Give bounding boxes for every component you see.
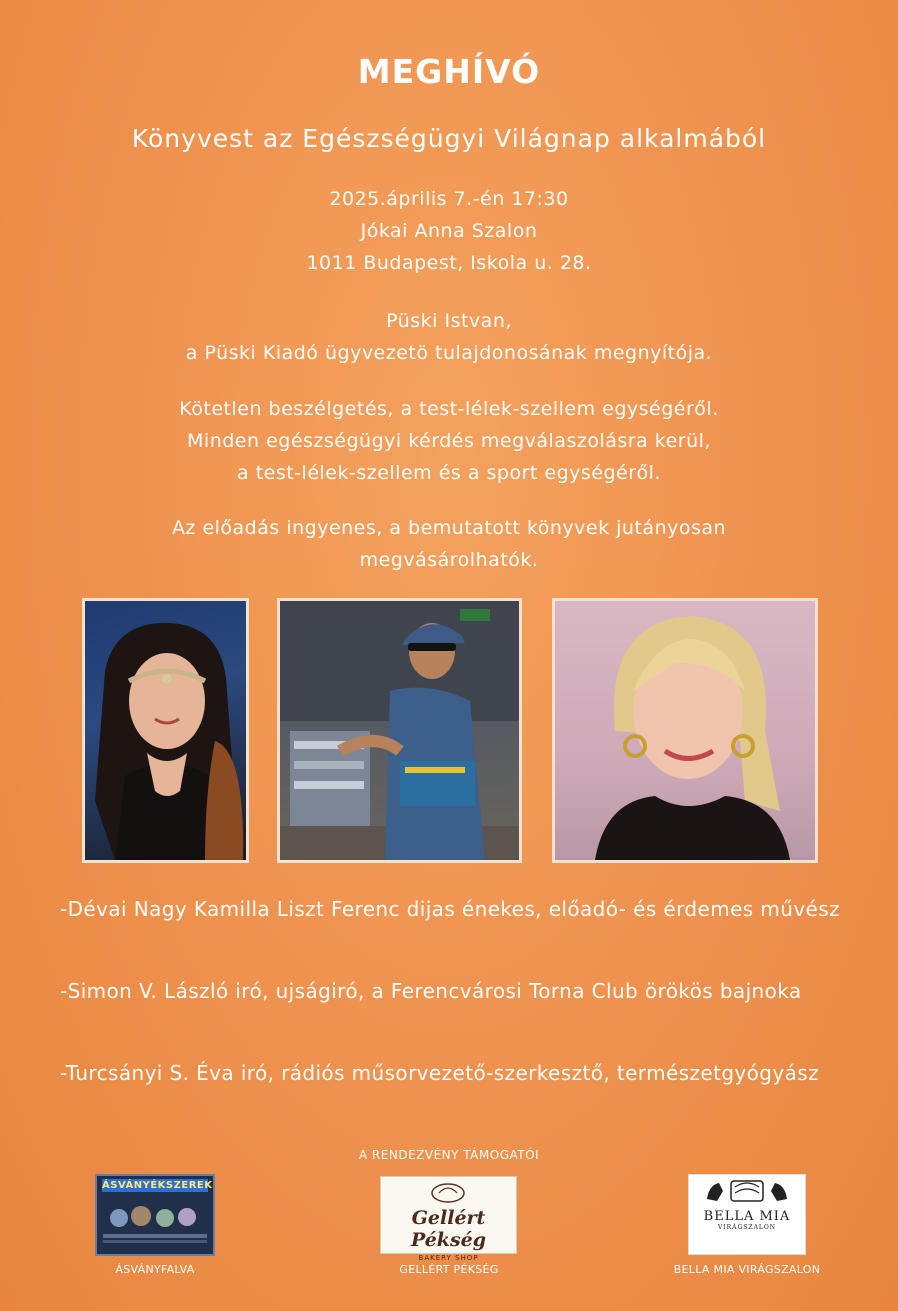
asvanyfalva-logo bbox=[95, 1174, 215, 1256]
sponsor-caption-asvanyfalva: ÁSVÁNYFALVA bbox=[115, 1263, 195, 1276]
photo-turcsanyi-s-eva bbox=[552, 598, 818, 863]
invitation-title: MEGHÍVÓ bbox=[357, 52, 541, 91]
sponsor-caption-bella-mia: BELLA MIA VIRÁGSZALON bbox=[673, 1263, 821, 1276]
gellert-logo-text: Gellért Pékség bbox=[410, 1207, 487, 1251]
gellert-logo-subtext: BAKERY SHOP bbox=[418, 1254, 479, 1262]
opening-line-1: Püski Istvan, bbox=[386, 310, 512, 332]
free-entry-text bbox=[0, 512, 898, 576]
opening-speech bbox=[0, 305, 898, 369]
event-date: 2025.április 7.-én 17:30 bbox=[329, 188, 569, 210]
discussion-line-1: Kötetlen beszélgetés, a test-lélek-szellem egységéről. bbox=[179, 398, 719, 420]
discussion-line-2: Minden egészségügyi kérdés megválaszolásra kerül, bbox=[187, 430, 711, 452]
opening-line-2: a Püski Kiadó ügyvezetö tulajdonosának megnyítója. bbox=[185, 342, 713, 364]
sponsors-title: A RENDEZVÉNY TÁMOGATÓI bbox=[358, 1148, 540, 1162]
bella-mia-logo bbox=[688, 1174, 806, 1255]
photo-devai-nagy-kamilla bbox=[82, 598, 249, 863]
person-devai-nagy-kamilla: -Dévai Nagy Kamilla Liszt Ferenc dijas énekes, előadó- és érdemes művész bbox=[60, 897, 840, 921]
free-line-1: Az előadás ingyenes, a bemutatott könyvek jutányosan bbox=[171, 517, 727, 539]
portrait-illustration bbox=[85, 601, 246, 860]
portrait-illustration bbox=[555, 601, 815, 860]
bella-mia-logo-text: BELLA MIA bbox=[703, 1209, 791, 1224]
event-address: 1011 Budapest, Iskola u. 28. bbox=[306, 252, 592, 274]
person-turcsanyi-s-eva: -Turcsányi S. Éva iró, rádiós műsorvezető-szerkesztő, természetgyógyász bbox=[60, 1061, 819, 1085]
person-simon-v-laszlo: -Simon V. László iró, ujságiró, a Ferencvárosi Torna Club örökös bajnoka bbox=[60, 979, 802, 1003]
bakery-crest-icon bbox=[381, 1177, 516, 1205]
bella-mia-logo-subtext: VIRÁGSZALON bbox=[717, 1224, 777, 1231]
gellert-pekseg-logo bbox=[380, 1176, 517, 1262]
event-details bbox=[0, 183, 898, 279]
event-venue: Jókai Anna Szalon bbox=[360, 220, 538, 242]
lion-crest-icon bbox=[689, 1175, 805, 1205]
free-line-2: megvásárolhatók. bbox=[359, 549, 539, 571]
discussion-text bbox=[0, 393, 898, 489]
asvanyfalva-logo-text: ÁSVÁNYÉKSZEREK bbox=[102, 1180, 213, 1191]
discussion-line-3: a test-lélek-szellem és a sport egységéről. bbox=[237, 462, 661, 484]
sponsor-caption-gellert-pekseg: GELLÉRT PÉKSÉG bbox=[399, 1263, 499, 1276]
portrait-illustration bbox=[280, 601, 519, 860]
event-subtitle: Könyvest az Egészségügyi Világnap alkalmából bbox=[131, 124, 767, 153]
gemstones-illustration bbox=[97, 1192, 213, 1247]
photo-simon-v-laszlo bbox=[277, 598, 522, 863]
